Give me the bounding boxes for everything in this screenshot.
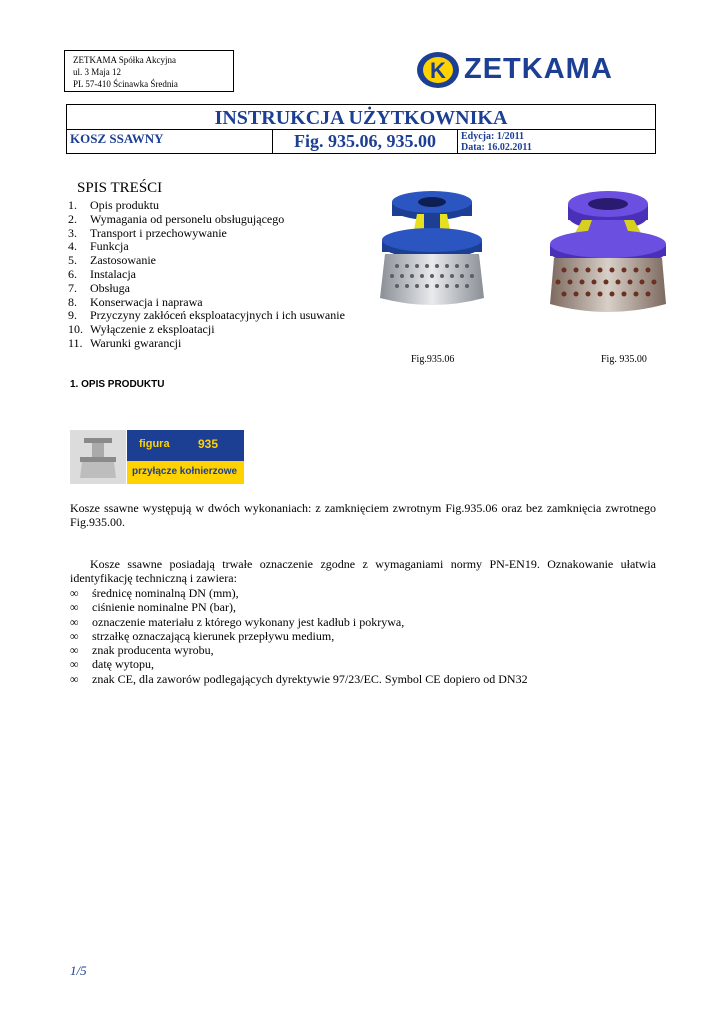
toc-item: 2. Wymagania od personelu obsługującego xyxy=(68,211,285,226)
toc-item: 9. Przyczyny zakłóceń eksploatacyjnych i ich usuwanie xyxy=(68,308,345,323)
figure-caption-left: Fig.935.06 xyxy=(411,354,455,365)
edition: Edycja: 1/2011 xyxy=(461,131,525,142)
product-name: KOSZ SSAWNY xyxy=(67,129,273,154)
toc-item: 11. Warunki gwarancji xyxy=(68,335,182,350)
edition-info xyxy=(458,129,655,154)
company-address-box xyxy=(64,50,234,92)
toc-item: 3. Transport i przechowywanie xyxy=(68,225,227,240)
address-line: ul. 3 Maja 12 xyxy=(73,67,121,77)
list-item: ∞ średnicę nominalną DN (mm), xyxy=(70,586,239,600)
toc-item: 7. Obsługa xyxy=(68,280,130,295)
paragraph-variants: Kosze ssawne występują w dwóch wykonaniach: z zamknięciem zwrotnym Fig.935.06 oraz bez zamknięcia zwrotnego Fig.935.00. xyxy=(70,501,656,529)
list-item: ∞ datę wytopu, xyxy=(70,657,154,672)
figure-935-06-image xyxy=(372,180,502,315)
address-line: PL 57-410 Ścinawka Średnia xyxy=(73,79,178,89)
banner-connection-type: przyłącze kołnierzowe xyxy=(132,466,238,477)
valve-thumbnail-icon xyxy=(70,430,126,484)
figure-number: Fig. 935.06, 935.00 xyxy=(273,129,458,154)
figure-caption-right: Fig. 935.00 xyxy=(601,354,647,365)
marking-list xyxy=(70,586,528,686)
address-line: ZETKAMA Spółka Akcyjna xyxy=(73,55,176,65)
page-number: 1/5 xyxy=(70,963,87,978)
list-item: ∞ oznaczenie materiału z którego wykonany jest kadłub i pokrywa, xyxy=(70,614,405,629)
banner-figure-label: figura xyxy=(139,438,170,450)
date: Data: 16.02.2011 xyxy=(461,142,532,153)
toc-item: 10. Wyłączenie z eksploatacji xyxy=(68,322,215,337)
list-item: ∞ strzałkę oznaczającą kierunek przepływu medium, xyxy=(70,628,335,643)
toc-item: 8. Konserwacja i naprawa xyxy=(68,294,203,309)
logo-letter: K xyxy=(430,58,446,83)
figure-banner xyxy=(70,430,244,484)
section-heading: 1. OPIS PRODUKTU xyxy=(70,379,165,390)
valve-thumbnail xyxy=(70,430,126,484)
toc-item: 1. Opis produktu xyxy=(68,198,159,212)
list-item: ∞ znak producenta wyrobu, xyxy=(70,643,214,658)
paragraph-marking: Kosze ssawne posiadają trwałe oznaczenie zgodne z wymaganiami normy PN-EN19. Oznakowanie ułatwia identyfikację techniczną i zawiera: xyxy=(70,557,656,585)
banner-figure-number: 935 xyxy=(198,437,219,451)
toc-item: 5. Zastosowanie xyxy=(68,253,156,268)
zetkama-logo xyxy=(416,50,656,90)
logo-emblem-icon xyxy=(416,50,460,90)
list-item: ∞ znak CE, dla zaworów podlegających dyrektywie 97/23/EC. Symbol CE dopiero od DN32 xyxy=(70,671,528,686)
toc-item: 6. Instalacja xyxy=(68,266,136,281)
figure-935-00-image xyxy=(540,180,676,320)
document-header-table xyxy=(66,104,656,154)
logo-text: ZETKAMA xyxy=(464,53,613,85)
toc-item: 4. Funkcja xyxy=(68,239,129,254)
table-of-contents xyxy=(68,199,345,351)
toc-title: SPIS TREŚCI xyxy=(77,180,163,196)
document-title: INSTRUKCJA UŻYTKOWNIKA xyxy=(67,105,655,130)
list-item: ∞ ciśnienie nominalne PN (bar), xyxy=(70,600,236,615)
